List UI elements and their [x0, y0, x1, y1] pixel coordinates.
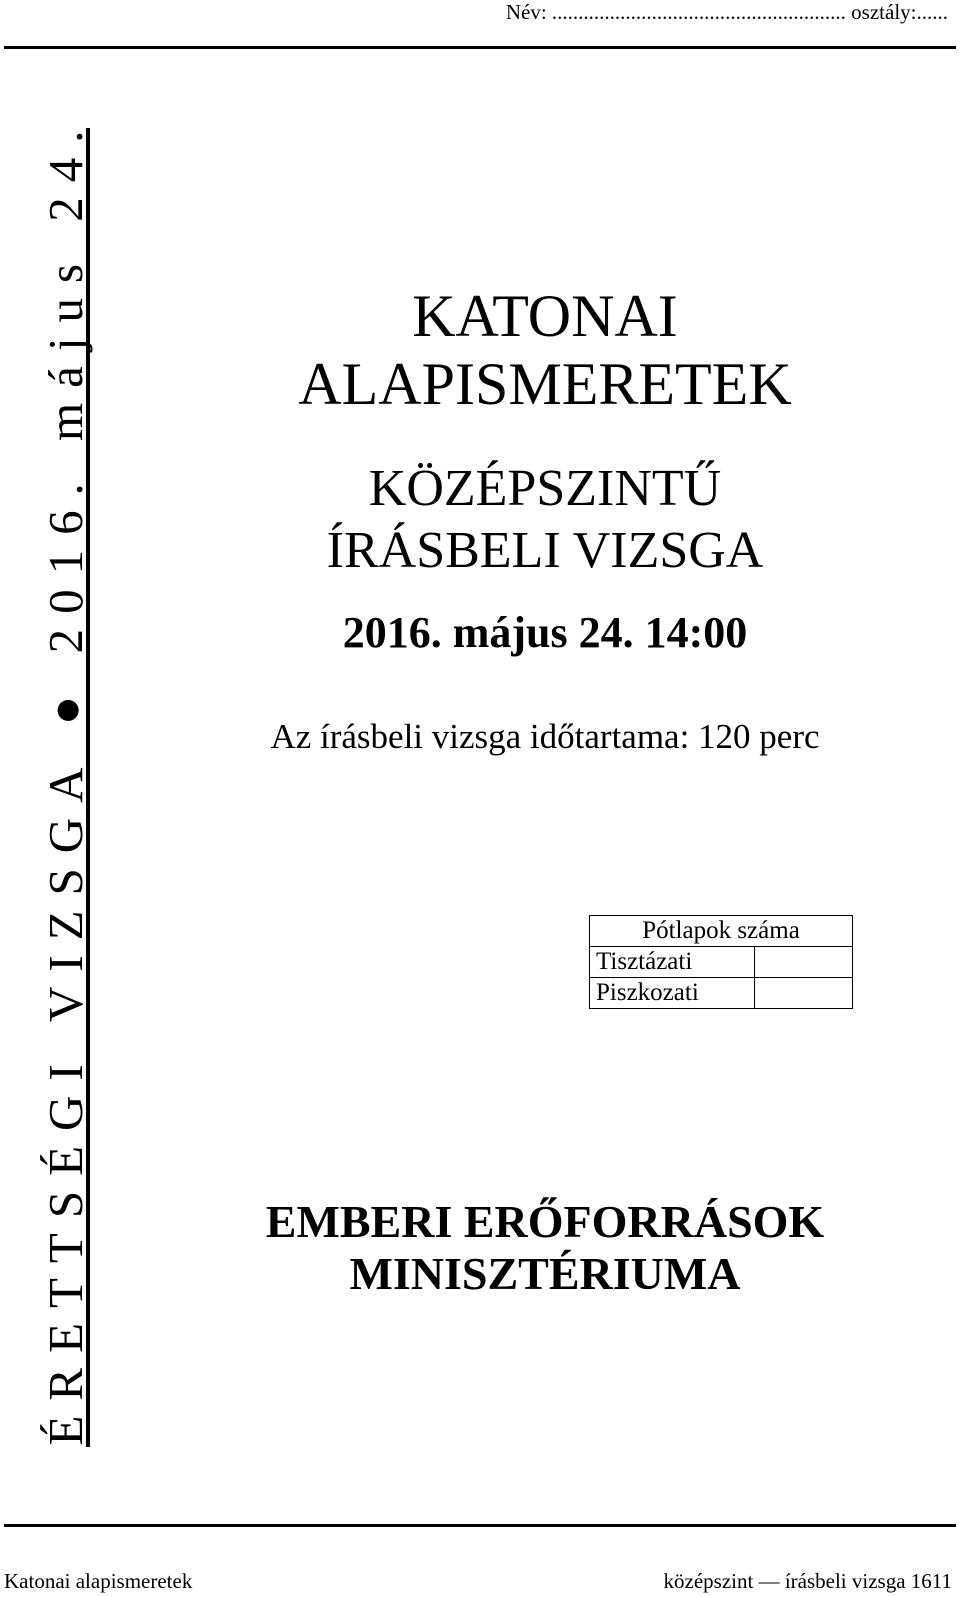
draft-label: Piszkozati — [590, 978, 755, 1009]
side-banner-char: 1 — [38, 549, 93, 574]
level-line-1: KÖZÉPSZINTŰ — [368, 460, 722, 517]
ministry-name — [150, 1196, 940, 1300]
ministry-line-1: EMBERI ERŐFORRÁSOK — [265, 1196, 825, 1247]
side-banner-char: Z — [38, 909, 93, 940]
side-banner-char — [40, 1037, 92, 1049]
exam-level-title — [150, 458, 940, 582]
footer-subject: Katonai alapismeretek — [4, 1569, 193, 1593]
footer-level-code: középszint — írásbeli vizsga 1611 — [663, 1569, 952, 1593]
side-banner-char: 4 — [38, 157, 93, 182]
side-banner-char: G — [38, 817, 93, 853]
ministry-line-2: MINISZTÉRIUMA — [349, 1248, 741, 1299]
side-banner-char: 6 — [38, 509, 93, 535]
side-banner-char: I — [38, 954, 93, 972]
side-banner-char: T — [38, 1232, 93, 1263]
clean-copy-label: Tisztázati — [590, 947, 755, 978]
side-banner-char: S — [38, 1190, 93, 1218]
title-line-2: ALAPISMERETEK — [298, 351, 792, 417]
side-banner-char: m — [38, 402, 93, 441]
side-banner-char: u — [38, 297, 93, 323]
extra-sheets-header: Pótlapok száma — [590, 916, 853, 947]
side-banner-char — [40, 740, 92, 752]
side-banner-char: S — [38, 867, 93, 895]
exam-date-time: 2016. május 24. 14:00 — [342, 608, 748, 657]
header-rule — [4, 46, 956, 49]
side-banner-char: É — [38, 1145, 93, 1176]
extra-sheets-table — [589, 915, 853, 1009]
side-banner-char: 0 — [38, 588, 93, 614]
side-banner — [40, 130, 92, 1445]
side-banner-char: A — [38, 766, 93, 803]
name-class-field: Név: ........................................................ osztály:...... — [505, 0, 948, 24]
side-banner-char — [40, 455, 92, 467]
extra-sheets-header-row — [590, 916, 853, 947]
side-banner-rule — [86, 128, 90, 1447]
table-row — [590, 947, 853, 978]
footer-rule — [4, 1524, 956, 1527]
side-banner-char: 2 — [38, 628, 93, 653]
side-banner-char — [40, 236, 92, 248]
side-banner-char: á — [38, 365, 93, 388]
side-banner-char: E — [38, 1322, 93, 1353]
side-banner-char: 2 — [38, 196, 93, 222]
side-banner-char: É — [38, 1415, 93, 1445]
side-banner-char: G — [38, 1095, 93, 1131]
side-banner-char: T — [38, 1277, 93, 1308]
side-banner-char: j — [38, 337, 93, 351]
table-row — [590, 978, 853, 1009]
exam-subject-title — [150, 282, 940, 418]
exam-duration: Az írásbeli vizsga időtartama: 120 perc — [270, 717, 820, 756]
clean-copy-count-box[interactable] — [754, 947, 852, 978]
side-banner-char: V — [38, 986, 93, 1022]
side-banner-char: . — [38, 130, 93, 143]
draft-count-box[interactable] — [754, 978, 852, 1009]
level-line-2: ÍRÁSBELI VIZSGA — [326, 522, 764, 579]
side-banner-char: R — [38, 1367, 93, 1401]
side-banner-char: ● — [38, 695, 93, 725]
side-banner-char — [40, 668, 92, 680]
title-line-1: KATONAI — [412, 283, 678, 349]
side-banner-char: s — [38, 263, 93, 283]
side-banner-text — [40, 130, 92, 1445]
side-banner-char: . — [38, 482, 93, 495]
side-banner-char: I — [38, 1063, 93, 1081]
